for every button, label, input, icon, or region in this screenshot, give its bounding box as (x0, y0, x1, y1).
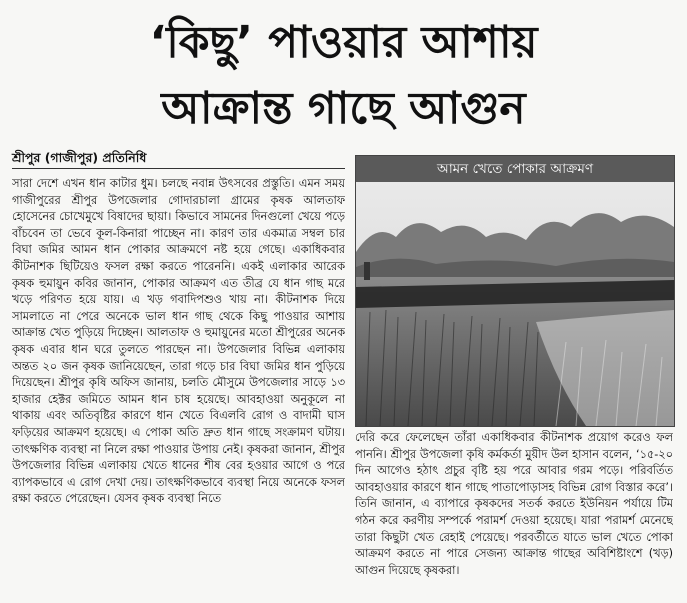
byline-divider (12, 168, 345, 169)
article-body-right: দেরি করে ফেলেছেন তাঁরা একাধিকবার কীটনাশক প্রয়োগ করেও ফল পাননি। শ্রীপুর উপজেলা কৃষি কর্মকর্তা মুয়ীদ উল হাসান বলেন, ‘১৫-২০ দিন আগেও হঠাৎ প্রচুর বৃষ্টি হয় পরে আবার গরম পড়ে। পরিবর্তিত আবহাওয়ার কারণে ধান গাছে পাতাপোড়াসহ বিভিন্ন রোগ বিস্তার করে’। তিনি জানান, এ ব্যাপারে কৃষকদের সতর্ক করতে ইউনিয়ন পর্যায়ে টিম গঠন করে করণীয় সম্পর্কে পরামর্শ দেওয়া হয়েছে। যারা পরামর্শ মেনেছে তারা কিছুটা খেত রেহাই পেয়েছে। পরবর্তীতে যাতে ভাল খেতে পোকা আক্রমণ করতে না পারে সেজন্য আক্রান্ত গাছের অবিশিষ্টাংশে (খড়) আগুন দিয়েছে কৃষকরা। (355, 431, 673, 577)
article-body-left: সারা দেশে এখন ধান কাটার ধুম। চলছে নবান্ন উৎসবের প্রস্তুতি। এমন সময় গাজীপুরের শ্রীপুর উপজেলার গোদারচালা গ্রামের কৃষক আলতাফ হোসেনের চোখেমুখে বিষাদের ছায়া। কিভাবে সামনের দিনগুলো খেয়ে পড়ে বাঁচবেন তা ভেবে কূল-কিনারা পাচ্ছেন না। কারণ তার একমাত্র সম্বল চার বিঘা জমির আমন ধান পোকার আক্রমণে নষ্ট হয়ে গেছে। একাধিকবার কীটনাশক ছিটিয়েও ফসল রক্ষা করতে পারেননি। একই এলাকার আরেক কৃষক হুমায়ুন কবির জানান, পোকার আক্রমণ এত তীব্র যে ধান গাছ মরে খড়ে পরিণত হয়ে যায়। এ খড় গবাদিপশুও খায় না। কীটনাশক দিয়ে সামলাতে না পেরে অনেকে ভাল ধান গাছ থেকে কিছু পাওয়ার আশায় আক্রান্ত খেত পুড়িয়ে দিচ্ছেন। আলতাফ ও হুমায়ুনের মতো শ্রীপুরের অনেক কৃষক এবার ধান ঘরে তুলতে পারছেন না। উপজেলার বিভিন্ন এলাকায় অন্তত ২০ জন কৃষক জানিয়েছেন, তারা গড়ে চার বিঘা জমির ধান পুড়িয়ে দিয়েছেন। শ্রীপুর কৃষি অফিস জানায়, চলতি মৌসুমে উপজেলার সাড়ে ১৩ হাজার হেক্টর জমিতে আমন ধান চাষ হয়েছে। আবহাওয়া অনুকূলে না থাকায় এবং অতিবৃষ্টির কারণে ধান খেতে বিএলবি রোগ ও বাদামী ঘাস ফড়িয়ের আক্রমণ হয়েছে। এ পোকা অতি দ্রুত ধান গাছে সংক্রামণ ঘটায়। তাৎক্ষণিক ব্যবস্থা না নিলে রক্ষা পাওয়ার উপায় নেই। কৃষকরা জানান, শ্রীপুর উপজেলার বিভিন্ন এলাকায় খেতে ধানের শীষ বের হওয়ার আগে ও পরে ব্যাপকভাবে এ রোগ দেখা দেয়। তাৎক্ষণিকভাবে ব্যবস্থা নিয়ে অনেকে ফসল রক্ষা করতে পেরেছেন। যেসব কৃষক ব্যবস্থা নিতে (12, 177, 345, 506)
byline: শ্রীপুর (গাজীপুর) প্রতিনিধি (12, 150, 147, 165)
headline-line-2: আক্রান্ত গাছে আগুন (161, 83, 526, 134)
headline-line-1: ‘কিছু’ পাওয়ার আশায় (149, 17, 538, 68)
photo-frame (355, 155, 675, 427)
photo-caption: আমন খেতে পোকার আক্রমণ (356, 156, 674, 182)
article-right-column (355, 430, 673, 598)
rice-field-photo (356, 182, 674, 426)
article-left-column (12, 176, 345, 596)
